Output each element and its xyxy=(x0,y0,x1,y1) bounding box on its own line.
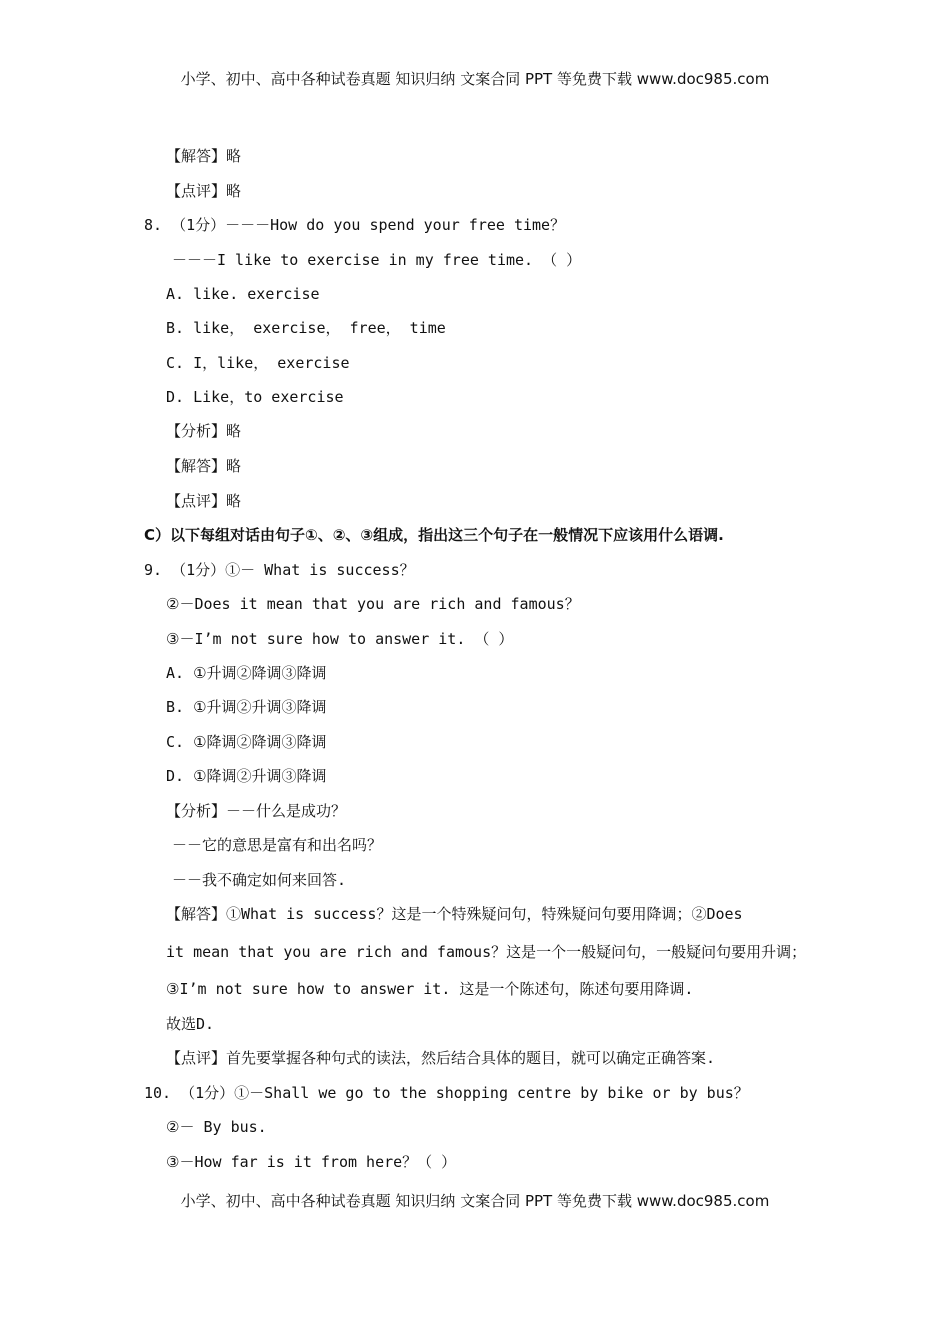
q8-option-d: D. Like，to exercise xyxy=(166,388,344,406)
q9-option-b: B. ①升调②升调③降调 xyxy=(166,698,327,716)
q10-line-2: ②－ By bus. xyxy=(166,1118,267,1136)
prev-answer: 【解答】略 xyxy=(166,147,242,165)
q9-line-2: ②－Does it mean that you are rich and famous？ xyxy=(166,595,580,613)
q8-stem: 8. （1分）－－－How do you spend your free time？ xyxy=(144,216,566,234)
section-c-heading: C）以下每组对话由句子①、②、③组成，指出这三个句子在一般情况下应该用什么语调. xyxy=(144,526,724,544)
q9-analysis-2: －－它的意思是富有和出名吗？ xyxy=(172,836,383,854)
page-header: 小学、初中、高中各种试卷真题 知识归纳 文案合同 PPT 等免费下载 www.doc985.com xyxy=(180,70,770,88)
q8-stem-reply: －－－I like to exercise in my free time. （ ） xyxy=(172,251,582,269)
q9-choice: 故选D. xyxy=(166,1015,215,1033)
q8-option-b: B. like， exercise， free， time xyxy=(166,319,446,337)
q9-analysis-3: －－我不确定如何来回答. xyxy=(172,871,347,889)
q9-answer-1: 【解答】①What is success？这是一个特殊疑问句，特殊疑问句要用降调；②Does xyxy=(166,905,743,923)
q9-option-d: D. ①降调②升调③降调 xyxy=(166,767,327,785)
q8-answer: 【解答】略 xyxy=(166,457,242,475)
q9-option-a: A. ①升调②降调③降调 xyxy=(166,664,327,682)
q9-answer-2: it mean that you are rich and famous？这是一个一般疑问句，一般疑问句要用升调； xyxy=(166,943,807,961)
q9-comment: 【点评】首先要掌握各种句式的读法，然后结合具体的题目，就可以确定正确答案. xyxy=(166,1049,716,1067)
q8-comment: 【点评】略 xyxy=(166,492,242,510)
q8-option-a: A. like. exercise xyxy=(166,285,320,303)
q10-stem: 10. （1分）①－Shall we go to the shopping centre by bike or by bus？ xyxy=(144,1084,749,1102)
q9-option-c: C. ①降调②降调③降调 xyxy=(166,733,327,751)
q9-line-3: ③－I’m not sure how to answer it. （ ） xyxy=(166,630,514,648)
q8-option-c: C. I，like， exercise xyxy=(166,354,350,372)
q9-analysis: 【分析】－－什么是成功？ xyxy=(166,802,347,820)
q9-answer-3: ③I’m not sure how to answer it. 这是一个陈述句，陈述句要用降调. xyxy=(166,980,694,998)
q10-line-3: ③－How far is it from here？（ ） xyxy=(166,1153,457,1171)
prev-comment: 【点评】略 xyxy=(166,182,242,200)
q8-analysis: 【分析】略 xyxy=(166,422,242,440)
page-footer: 小学、初中、高中各种试卷真题 知识归纳 文案合同 PPT 等免费下载 www.doc985.com xyxy=(180,1192,770,1210)
q9-stem: 9. （1分）①－ What is success？ xyxy=(144,561,415,579)
